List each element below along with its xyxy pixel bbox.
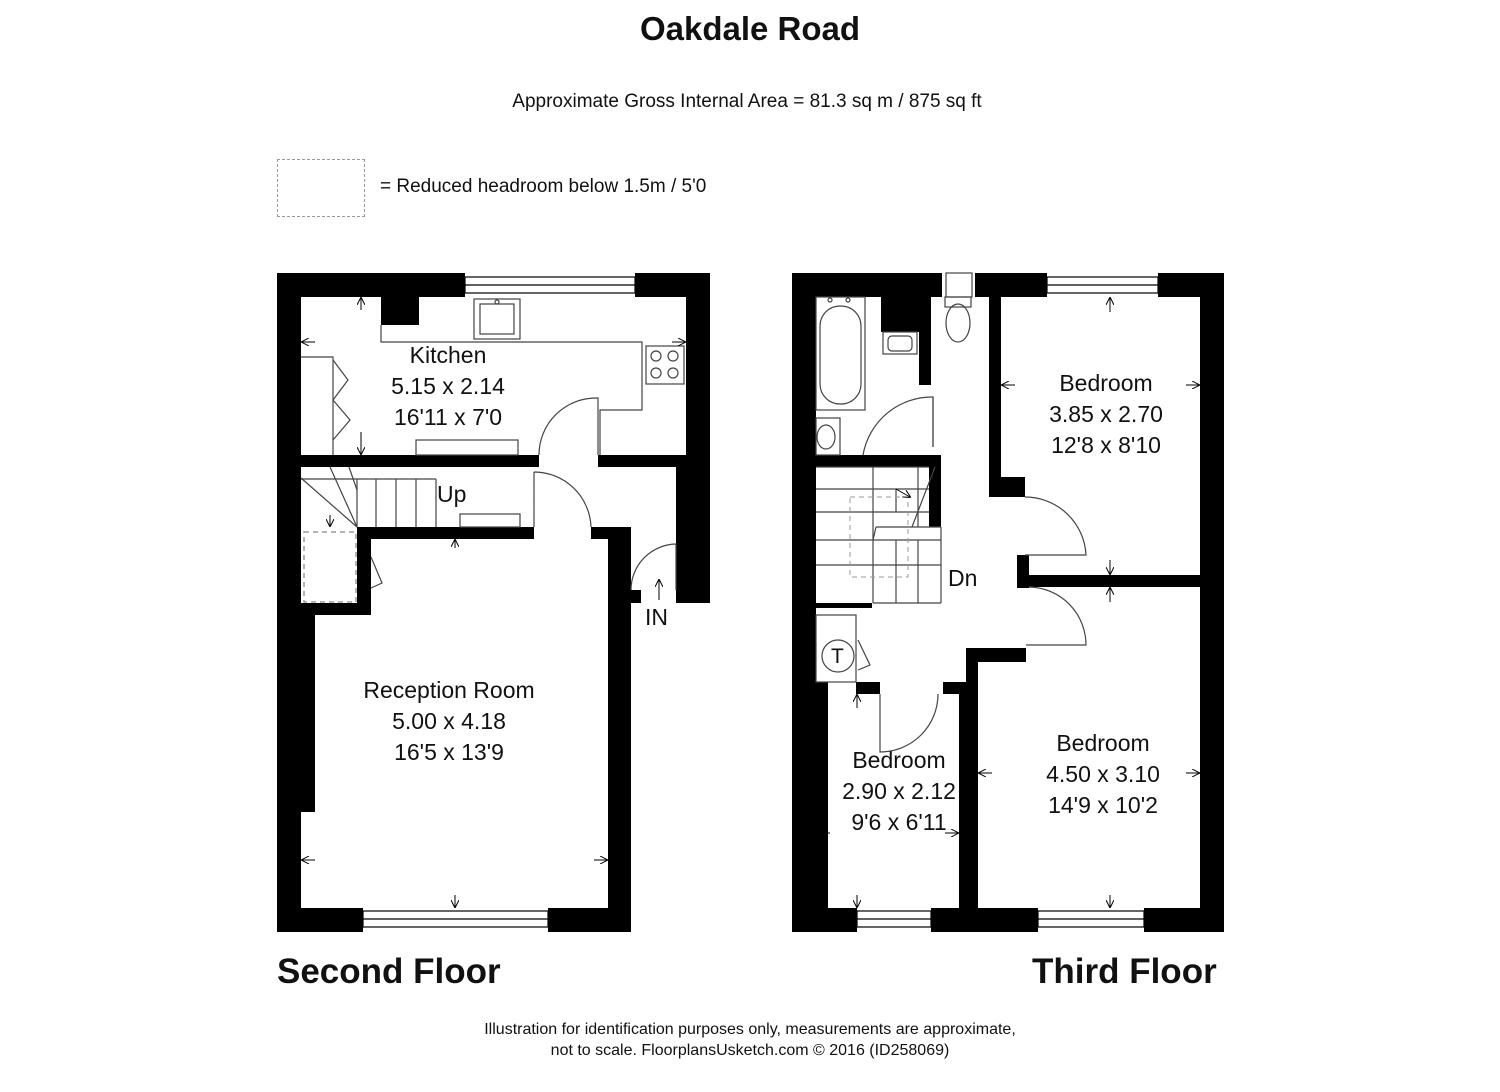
- bedroom-bottom-right-label: [1046, 728, 1160, 821]
- bedroom-bottom-right-name: Bedroom: [1056, 730, 1150, 756]
- bedroom-top-right-metric-size: 3.85 x 2.70: [1049, 401, 1163, 427]
- disclaimer: [484, 1019, 1016, 1061]
- plan-title: Oakdale Road: [639, 10, 861, 47]
- disclaimer-line-2: not to scale. FloorplansUsketch.com © 2016 (ID258069): [550, 1042, 950, 1059]
- bedroom-small-name: Bedroom: [852, 747, 946, 773]
- stairs-up-label: Up: [437, 481, 467, 507]
- reception-room-metric-size: 5.00 x 4.18: [392, 708, 506, 734]
- bedroom-small-label: [842, 745, 956, 838]
- gross-area-text: Approximate Gross Internal Area = 81.3 sq m / 875 sq ft: [512, 91, 982, 112]
- reduced-headroom-area: [304, 532, 356, 602]
- kitchen-imperial-size: 16'11 x 7'0: [393, 404, 503, 430]
- stairs-down-label: Dn: [948, 565, 978, 591]
- third-floor-stairs: [816, 467, 941, 603]
- reception-room-label: [363, 675, 534, 768]
- kitchen-label: [391, 340, 505, 433]
- third-floor-label: Third Floor: [1032, 952, 1217, 991]
- disclaimer-line-1: Illustration for identification purposes only, measurements are approximate,: [484, 1021, 1016, 1038]
- second-floor-label: Second Floor: [277, 952, 501, 991]
- reduced-headroom-legend-text: = Reduced headroom below 1.5m / 5'0: [380, 176, 707, 197]
- bedroom-small-metric-size: 2.90 x 2.12: [842, 778, 956, 804]
- kitchen-name: Kitchen: [409, 342, 487, 368]
- bedroom-top-right-name: Bedroom: [1059, 370, 1153, 396]
- kitchen-metric-size: 5.15 x 2.14: [391, 373, 505, 399]
- reception-room-name: Reception Room: [363, 677, 535, 703]
- bedroom-top-right-imperial-size: 12'8 x 8'10: [1051, 432, 1161, 458]
- bedroom-small-imperial-size: 9'6 x 6'11: [851, 809, 947, 835]
- reception-room-imperial-size: 16'5 x 13'9: [394, 739, 504, 765]
- bedroom-bottom-right-metric-size: 4.50 x 3.10: [1046, 761, 1160, 787]
- bedroom-bottom-right-imperial-size: 14'9 x 10'2: [1048, 792, 1158, 818]
- entrance-label: IN: [645, 604, 668, 630]
- tank-label: T: [831, 645, 844, 668]
- bedroom-top-right-label: [1049, 368, 1163, 461]
